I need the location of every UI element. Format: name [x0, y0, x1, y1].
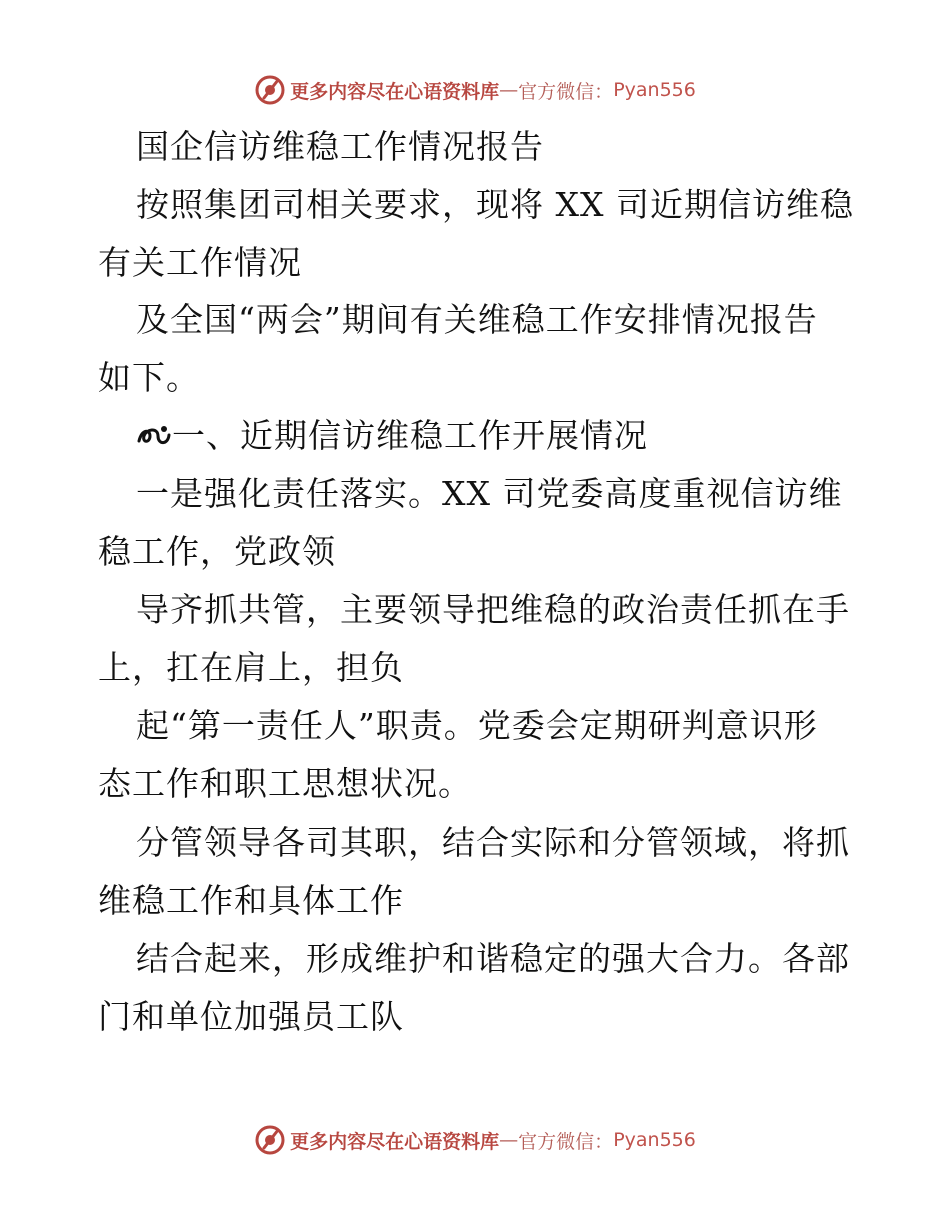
watermark-id: Pyan556	[613, 1129, 696, 1151]
watermark-sub-text: 官方微信：	[518, 80, 614, 103]
paragraph-line: 起“第一责任人”职责。党委会定期研判意识形	[136, 706, 818, 745]
watermark-sub-text: 官方微信：	[518, 1130, 614, 1153]
watermark-separator: —	[499, 1129, 519, 1151]
library-logo-icon	[254, 1124, 286, 1156]
paragraph-line: 态工作和职工思想状况。	[98, 764, 472, 803]
ornament-icon	[136, 421, 172, 451]
watermark-separator: —	[499, 79, 519, 101]
section-heading-text: 一、近期信访维稳工作开展情况	[172, 416, 648, 455]
paragraph-line: 一是强化责任落实。XX 司党委高度重视信访维	[136, 474, 843, 513]
paragraph-line: 如下。	[98, 358, 200, 397]
header-watermark	[0, 72, 950, 108]
paragraph-line: 结合起来，形成维护和谐稳定的强大合力。各部	[136, 939, 850, 978]
paragraph-line: 及全国“两会”期间有关维稳工作安排情况报告	[136, 300, 818, 339]
paragraph-line: 维稳工作和具体工作	[98, 881, 404, 920]
paragraph-line: 导齐抓共管，主要领导把维稳的政治责任抓在手	[136, 590, 850, 629]
paragraph-line: 稳工作，党政领	[98, 532, 336, 571]
document-title: 国企信访维稳工作情况报告	[136, 127, 544, 166]
library-logo-icon	[254, 74, 286, 106]
paragraph-line: 上，扛在肩上，担负	[98, 648, 404, 687]
section-heading	[136, 416, 648, 456]
watermark-id: Pyan556	[613, 79, 696, 101]
paragraph-line: 门和单位加强员工队	[98, 997, 404, 1036]
watermark-main-text: 更多内容尽在心语资料库	[290, 1130, 500, 1153]
paragraph-line: 分管领导各司其职，结合实际和分管领域，将抓	[136, 823, 850, 862]
footer-watermark	[0, 1122, 950, 1158]
watermark-main-text: 更多内容尽在心语资料库	[290, 80, 500, 103]
paragraph-line: 按照集团司相关要求，现将 XX 司近期信访维稳	[136, 185, 854, 224]
paragraph-line: 有关工作情况	[98, 243, 302, 282]
